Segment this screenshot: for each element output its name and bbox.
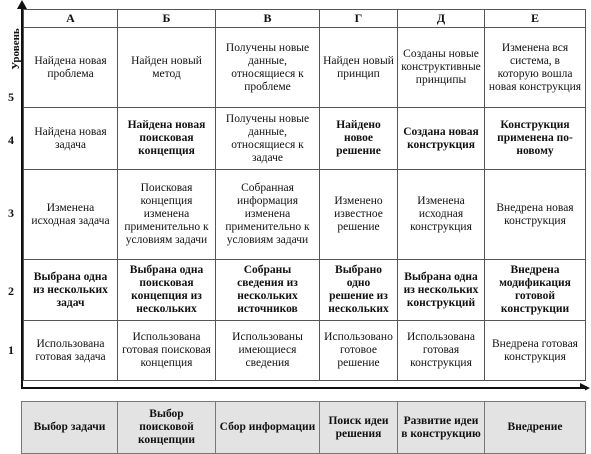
stage-label: Сбор информации <box>215 401 320 454</box>
stage-label: Развитие идеи в конструкцию <box>397 401 485 454</box>
table-cell: Изменена исходная задача <box>23 169 118 260</box>
y-axis-label: Уровень <box>10 28 22 70</box>
table-cell: Конструкция применена по-новому <box>484 107 586 170</box>
table-cell: Изменена вся система, в которую вошла новая конструкция <box>484 27 586 108</box>
table-cell: Получены новые данные, относящиеся к проблеме <box>215 27 320 108</box>
table-cell: Внедрена модификация готовой конструкции <box>484 259 586 321</box>
table-cell: Выбрана одна поисковая концепция из нескольких <box>117 259 216 321</box>
table-cell: Использовано готовое решение <box>319 320 398 381</box>
table-cell: Использованы имеющиеся сведения <box>215 320 320 381</box>
stage-label: Выбор поисковой концепции <box>117 401 216 454</box>
table-cell: Выбрана одна из нескольких конструкций <box>397 259 485 321</box>
table-cell: Использована готовая задача <box>23 320 118 381</box>
table-cell: Внедрена готовая конструкция <box>484 320 586 381</box>
level-number: 3 <box>8 206 14 220</box>
table-cell: Изменено известное решение <box>319 169 398 260</box>
y-axis-arrow-icon <box>17 0 27 9</box>
table-cell: Найдена новая поисковая концепция <box>117 107 216 170</box>
table-cell: Найдено новое решение <box>319 107 398 170</box>
table-cell: Выбрано одно решение из нескольких <box>319 259 398 321</box>
table-cell: Создана новая конструкция <box>397 107 485 170</box>
column-header: Д <box>397 9 485 28</box>
stage-label: Выбор задачи <box>21 401 118 454</box>
footer-gap <box>21 389 585 401</box>
table-cell: Найден новый метод <box>117 27 216 108</box>
table-cell: Выбрана одна из нескольких задач <box>23 259 118 321</box>
table-cell: Собранная информация изменена применительно к условиям задачи <box>215 169 320 260</box>
level-number: 5 <box>8 90 14 104</box>
table-cell: Найдена новая проблема <box>23 27 118 108</box>
table-cell: Получены новые данные, относящиеся к задаче <box>215 107 320 170</box>
table-cell: Собраны сведения из нескольких источников <box>215 259 320 321</box>
table-cell: Внедрена новая конструкция <box>484 169 586 260</box>
table-cell: Поисковая концепция изменена применительно к условиям задачи <box>117 169 216 260</box>
column-header: Б <box>117 9 216 28</box>
table-cell: Найдена новая задача <box>23 107 118 170</box>
column-header: Е <box>484 9 586 28</box>
table-cell: Использована готовая конструкция <box>397 320 485 381</box>
table-cell: Найден новый принцип <box>319 27 398 108</box>
level-number: 4 <box>8 133 14 147</box>
level-number: 2 <box>8 284 14 298</box>
table-cell: Созданы новые конструктивные принципы <box>397 27 485 108</box>
column-header: Г <box>319 9 398 28</box>
level-number: 1 <box>8 343 14 357</box>
stage-label: Внедрение <box>484 401 586 454</box>
column-header: А <box>23 9 118 28</box>
stage-label: Поиск идеи решения <box>319 401 398 454</box>
column-header: В <box>215 9 320 28</box>
table-cell: Изменена исходная конструкция <box>397 169 485 260</box>
table-cell: Использована готовая поисковая концепция <box>117 320 216 381</box>
